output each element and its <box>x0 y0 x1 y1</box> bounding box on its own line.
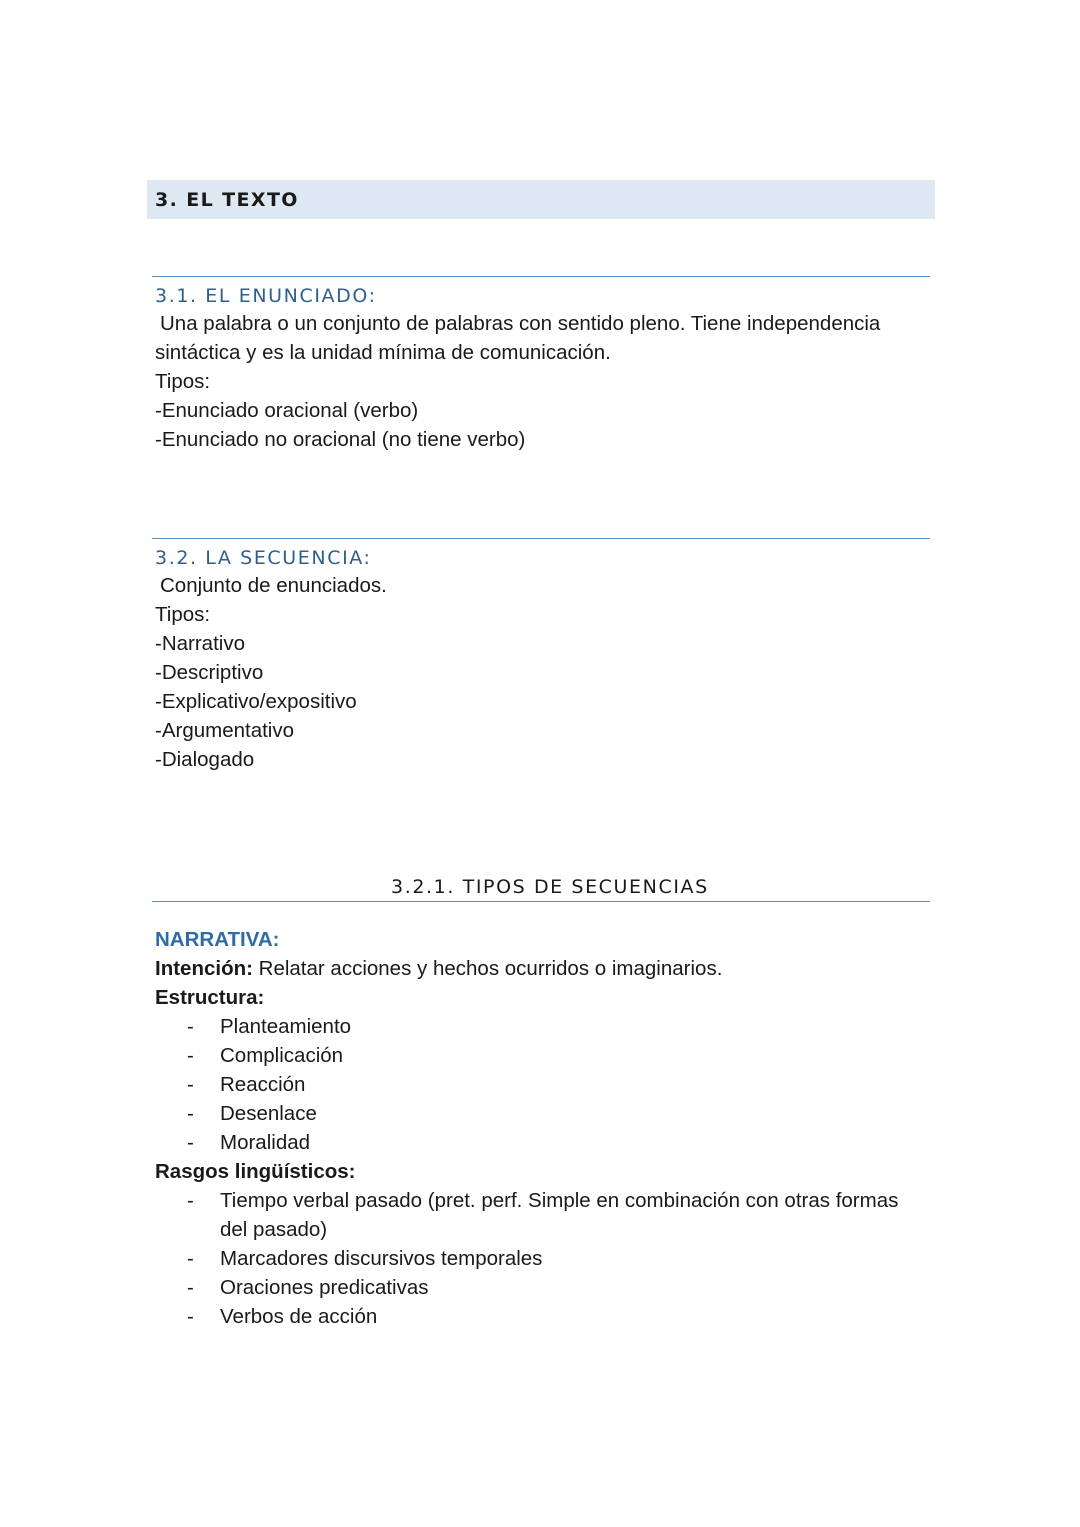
list-item: - Moralidad <box>155 1128 900 1157</box>
divider-line <box>152 538 930 539</box>
intencion-line <box>155 954 900 983</box>
enunciado-body <box>155 309 880 454</box>
secuencia-tipos-label: Tipos: <box>155 603 211 626</box>
narrativa-section <box>155 925 900 1331</box>
secuencia-tipo: -Narrativo <box>155 632 245 655</box>
tipos-secuencias-title: 3.2.1. TIPOS DE SECUENCIAS <box>391 876 709 898</box>
secuencia-tipo: -Explicativo/expositivo <box>155 690 357 713</box>
list-item: - Complicación <box>155 1041 900 1070</box>
list-item: - Verbos de acción <box>155 1302 900 1331</box>
section-heading-bar <box>147 180 935 219</box>
narrativa-label: NARRATIVA: <box>155 928 280 951</box>
divider-line <box>152 901 930 902</box>
rasgos-list <box>155 1186 900 1331</box>
rasgos-label: Rasgos lingüísticos: <box>155 1160 356 1183</box>
enunciado-tipos-label: Tipos: <box>155 370 211 393</box>
secuencia-tipo: -Dialogado <box>155 748 255 771</box>
enunciado-line-1: Una palabra o un conjunto de palabras con sentido pleno. Tiene independencia <box>160 312 881 335</box>
list-item: - Tiempo verbal pasado (pret. perf. Simple en combinación con otras formas del pasado) <box>155 1186 900 1244</box>
estructura-label: Estructura: <box>155 986 265 1009</box>
list-item: - Planteamiento <box>155 1012 900 1041</box>
estructura-list <box>155 1012 900 1157</box>
section-heading: 3. EL TEXTO <box>155 188 299 211</box>
list-item: - Oraciones predicativas <box>155 1273 900 1302</box>
secuencia-tipo: -Argumentativo <box>155 719 295 742</box>
list-item: - Desenlace <box>155 1099 900 1128</box>
secuencia-description: Conjunto de enunciados. <box>160 574 387 597</box>
enunciado-title: 3.1. EL ENUNCIADO: <box>155 285 377 307</box>
enunciado-line-2: sintáctica y es la unidad mínima de comunicación. <box>155 341 611 364</box>
secuencia-title: 3.2. LA SECUENCIA: <box>155 547 372 569</box>
list-item: - Marcadores discursivos temporales <box>155 1244 900 1273</box>
intencion-label: Intención: <box>155 957 253 980</box>
secuencia-body <box>155 571 387 774</box>
enunciado-tipo: -Enunciado no oracional (no tiene verbo) <box>155 428 526 451</box>
enunciado-tipo: -Enunciado oracional (verbo) <box>155 399 419 422</box>
intencion-text: Relatar acciones y hechos ocurridos o imaginarios. <box>252 957 723 980</box>
secuencia-tipo: -Descriptivo <box>155 661 264 684</box>
divider-line <box>152 276 930 277</box>
list-item: - Reacción <box>155 1070 900 1099</box>
